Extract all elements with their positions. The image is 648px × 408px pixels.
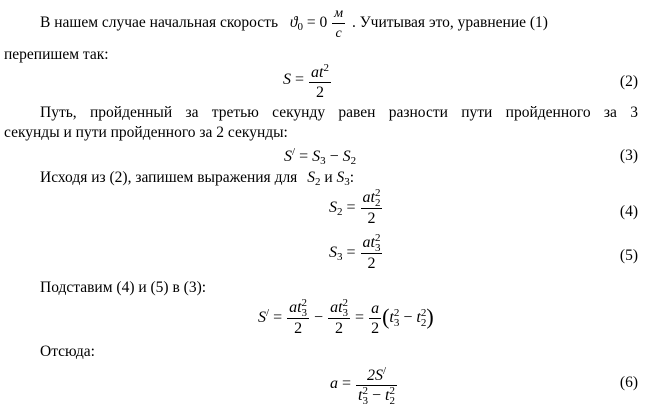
- velocity-equals-zero: = 0: [306, 14, 328, 32]
- eq3-minus: −: [329, 148, 339, 165]
- eq4-equals: =: [346, 198, 356, 216]
- eq3-prime: /: [292, 146, 296, 158]
- eq5-fraction: [361, 233, 383, 273]
- sub-fraction-2: [328, 298, 350, 338]
- para1-tail-text: . Учитывая это, уравнение (1): [351, 14, 548, 32]
- sub-lhs: S: [258, 308, 266, 326]
- paragraph-hence: Отсюда:: [40, 343, 95, 360]
- eq3-s2: S: [342, 148, 351, 165]
- sub-f1-numerator: at: [289, 299, 302, 316]
- eq6-denominator: [356, 386, 397, 406]
- eq6-den-t3-power: 2: [362, 385, 368, 398]
- sub-f1-denominator: 2: [294, 320, 303, 338]
- equation-number-2: (2): [619, 73, 638, 90]
- eq5-lhs-sub: 3: [337, 250, 343, 263]
- eq2-power: 2: [323, 62, 329, 74]
- paragraph-third-second-line1: Путь, пройденный за третью секунду равен разности пути пройденного за 3: [40, 104, 638, 121]
- para3-s2: S: [307, 169, 315, 186]
- initial-velocity-formula: [290, 4, 346, 43]
- sub-equals: =: [273, 308, 283, 326]
- paragraph-third-second-line2: секунды и пути пройденного за 2 секунды:: [4, 124, 288, 141]
- paragraph-expressions: [40, 169, 354, 188]
- eq5-subscript: 3: [374, 242, 381, 255]
- eq2-equals: =: [295, 71, 305, 89]
- para3-s3: S: [336, 169, 345, 186]
- paragraph-initial-velocity: [40, 4, 638, 43]
- sub-t3-subscript: 3: [393, 317, 400, 330]
- sub-t3: t: [389, 308, 394, 326]
- unit-numerator: м: [332, 4, 345, 24]
- velocity-symbol: ϑ: [289, 14, 298, 32]
- eq6-den-t2-power: 2: [389, 385, 395, 398]
- eq5-equals: =: [346, 243, 356, 261]
- equation-substitution: [258, 298, 434, 338]
- eq5-lhs: S: [329, 243, 337, 261]
- equation-4: [329, 188, 383, 228]
- eq2-lhs: S: [283, 71, 291, 89]
- sub-minus: −: [314, 308, 324, 326]
- eq3-s3-sub: 3: [320, 155, 326, 167]
- para1-lead-text: В нашем случае начальная скорость: [40, 14, 279, 32]
- equation-3: [284, 146, 356, 167]
- eq3-s2-sub: 2: [350, 155, 357, 167]
- equation-2: [283, 59, 332, 102]
- eq2-fraction: [309, 59, 331, 102]
- sub-fraction-1: [287, 298, 309, 338]
- eq4-denominator: 2: [367, 210, 376, 228]
- eq4-subscript: 2: [374, 197, 381, 210]
- equation-6: [330, 362, 398, 406]
- sub-left-paren: (: [382, 303, 390, 329]
- sub-f2-subscript: 3: [342, 307, 349, 320]
- para3-text: Исходя из (2), запишем выражения для: [40, 169, 298, 186]
- sub-f1-subscript: 3: [301, 307, 308, 320]
- sub-f2-denominator: 2: [335, 320, 344, 338]
- eq6-fraction: [356, 362, 397, 406]
- eq6-equals: =: [342, 374, 352, 392]
- sub-f2-numerator: at: [330, 299, 343, 316]
- eq2-numerator: at: [311, 64, 324, 81]
- eq4-numerator: at: [362, 189, 375, 206]
- eq3-s3: S: [312, 148, 321, 165]
- eq6-numerator: 2S: [366, 367, 383, 384]
- eq6-den-t3: t: [358, 387, 363, 404]
- eq6-den-minus: −: [371, 387, 382, 404]
- equation-5: [329, 233, 383, 273]
- sub-fraction-3: [369, 299, 381, 338]
- unit-denominator: с: [335, 26, 342, 41]
- eq6-den-t2-subscript: 2: [389, 395, 395, 408]
- eq5-power: 2: [374, 232, 381, 245]
- eq5-numerator: at: [362, 234, 375, 251]
- velocity-unit-fraction: [332, 4, 345, 43]
- sub-minus-2: −: [403, 308, 413, 326]
- paragraph-substitute: Подставим (4) и (5) в (3):: [40, 279, 207, 296]
- eq5-denominator: 2: [367, 255, 376, 273]
- eq6-lhs: a: [330, 374, 338, 392]
- eq3-equals: =: [299, 148, 309, 165]
- eq6-den-t2: t: [385, 387, 390, 404]
- eq4-lhs-sub: 2: [337, 205, 343, 218]
- eq2-denominator: 2: [316, 84, 324, 101]
- equation-number-6: (6): [619, 374, 638, 391]
- sub-t3-power: 2: [393, 307, 400, 320]
- sub-t2: t: [416, 308, 421, 326]
- sub-prime: /: [266, 306, 270, 319]
- sub-f3-denominator: 2: [371, 319, 380, 337]
- para3-and: и: [324, 169, 333, 186]
- equation-number-4: (4): [619, 203, 638, 220]
- eq6-prime: /: [382, 365, 387, 377]
- eq4-lhs: S: [329, 198, 337, 216]
- sub-f3-numerator: a: [371, 299, 380, 317]
- sub-equals-2: =: [355, 308, 365, 326]
- sub-right-paren: ): [426, 303, 434, 329]
- para3-s3-sub: 3: [344, 176, 350, 188]
- sub-t2-power: 2: [420, 307, 427, 320]
- eq4-power: 2: [374, 187, 381, 200]
- eq6-den-t3-subscript: 3: [362, 395, 368, 408]
- eq4-fraction: [361, 188, 383, 228]
- equation-number-5: (5): [619, 247, 638, 264]
- paragraph-1-continuation: перепишем так:: [4, 46, 109, 63]
- para3-s2-sub: 2: [314, 176, 321, 188]
- para3-colon: :: [349, 169, 355, 186]
- sub-f1-power: 2: [301, 297, 308, 310]
- sub-f2-power: 2: [342, 297, 349, 310]
- velocity-subscript: 0: [297, 21, 303, 34]
- eq3-lhs: S: [284, 148, 292, 165]
- equation-number-3: (3): [619, 147, 638, 164]
- sub-t2-subscript: 2: [420, 317, 427, 330]
